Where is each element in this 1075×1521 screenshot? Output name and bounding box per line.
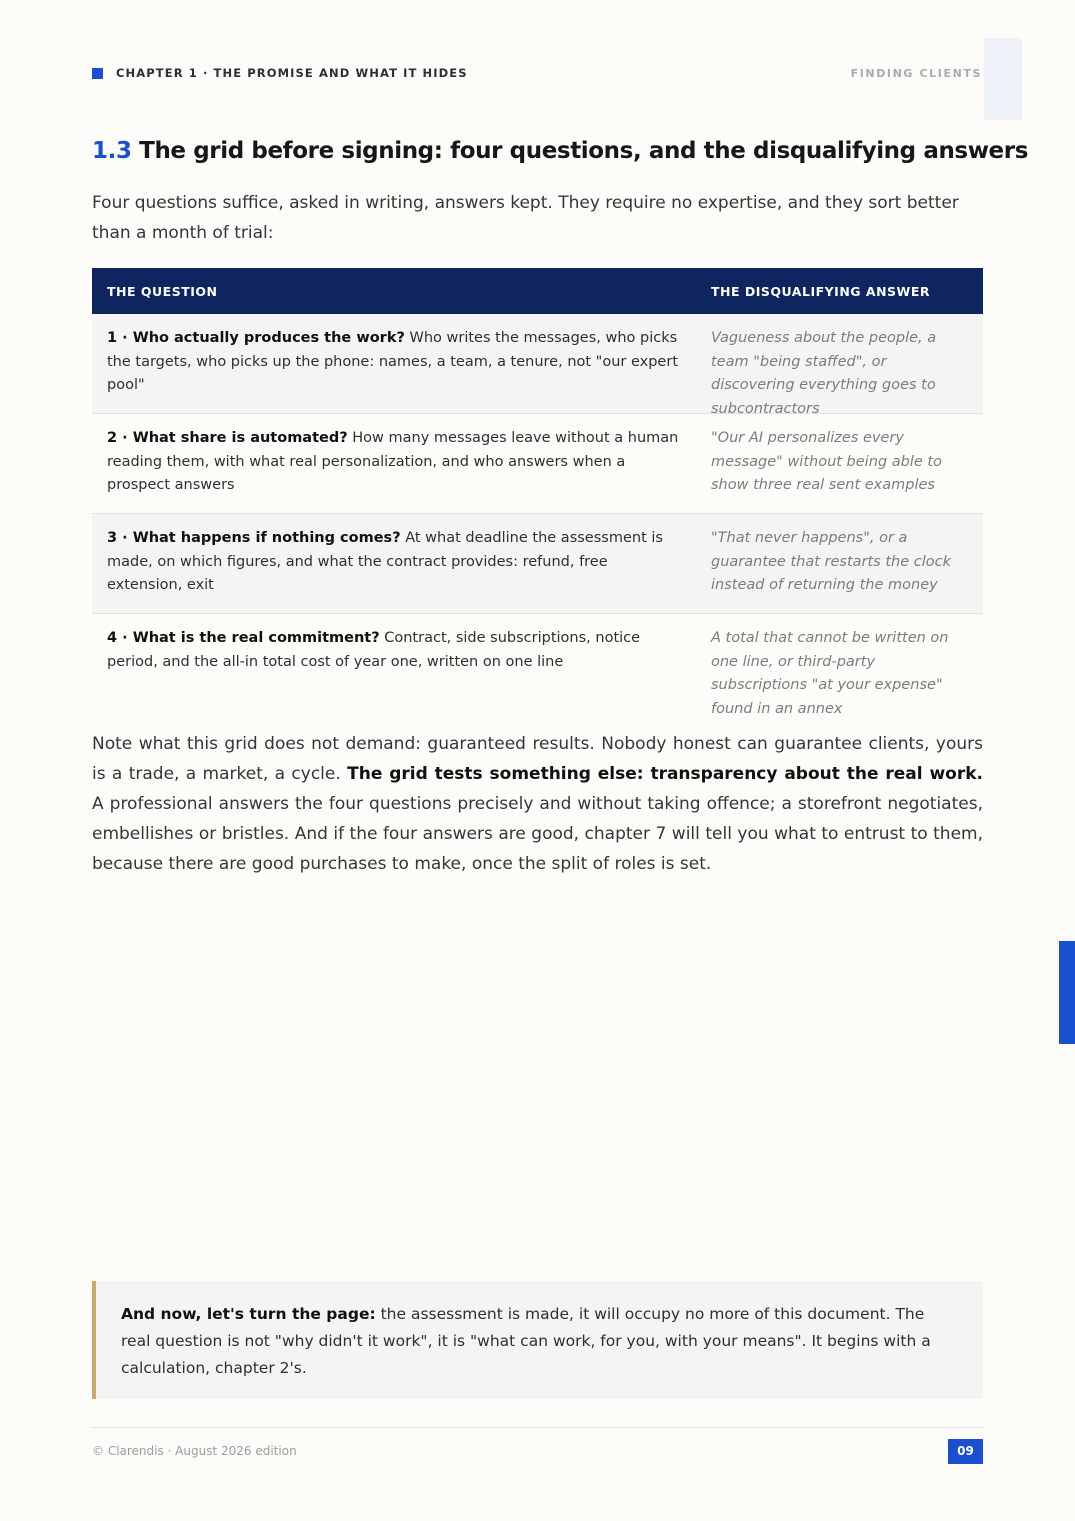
column-header-question: THE QUESTION — [107, 284, 218, 299]
footer-copyright: © Clarendis · August 2026 edition — [92, 1444, 297, 1458]
chapter-title: CHAPTER 1 · THE PROMISE AND WHAT IT HIDES — [116, 66, 468, 80]
callout-box — [92, 1281, 983, 1399]
table-row — [92, 514, 983, 614]
body-text: Note what this grid does not demand: guaranteed results. Nobody honest can guarantee clients, yours is a trade, a market, a cycle. — [92, 734, 983, 784]
section-number: 1.3 — [92, 138, 132, 164]
question-cell — [107, 627, 687, 674]
callout-lead: And now, let's turn the page: — [121, 1305, 376, 1323]
running-header: FINDING CLIENTS — [850, 67, 982, 80]
questions-table — [92, 268, 983, 717]
question-lead: 1 · Who actually produces the work? — [107, 330, 405, 346]
body-emphasis: The grid tests something else: transparency about the real work. — [347, 764, 983, 784]
answer-cell: "That never happens", or a guarantee that restarts the clock instead of returning the money — [711, 530, 951, 593]
answer-cell: A total that cannot be written on one line, or third-party subscriptions "at your expense" found in an annex — [711, 630, 949, 717]
body-text: A professional answers the four questions precisely and without taking offence; a storefront negotiates, embellishes or bristles. And if the four answers are good, chapter 7 will tell you what to entrust to them, because there are good purchases to make, once the split of roles is set. — [92, 794, 983, 874]
section-title: The grid before signing: four questions, and the disqualifying answers — [139, 138, 1028, 164]
column-header-answer: THE DISQUALIFYING ANSWER — [711, 284, 930, 299]
table-row — [92, 314, 983, 417]
chapter-number-decoration — [984, 38, 1022, 120]
question-text: Who writes the messages, who picks the targets, who picks up the phone: names, a team, a tenure, not "our expert pool" — [107, 330, 679, 393]
question-text: How many messages leave without a human reading them, with what real personalization, and who answers when a prospect answers — [107, 430, 679, 493]
question-lead: 4 · What is the real commitment? — [107, 630, 380, 646]
table-row — [92, 614, 983, 717]
question-cell — [107, 327, 687, 398]
intro-paragraph: Four questions suffice, asked in writing, answers kept. They require no expertise, and they sort better than a month of trial: — [92, 193, 959, 243]
answer-cell: Vagueness about the people, a team "being staffed", or discovering everything goes to subcontractors — [711, 330, 937, 417]
question-lead: 2 · What share is automated? — [107, 430, 348, 446]
table-header — [92, 268, 983, 314]
question-cell — [107, 427, 687, 498]
callout-text — [121, 1301, 951, 1382]
chapter-marker — [92, 68, 103, 79]
section-heading — [92, 138, 1028, 164]
question-text: Contract, side subscriptions, notice period, and the all-in total cost of year one, written on one line — [107, 630, 641, 670]
answer-cell: "Our AI personalizes every message" without being able to show three real sent examples — [711, 430, 942, 493]
question-lead: 3 · What happens if nothing comes? — [107, 530, 401, 546]
chapter-side-tab — [1059, 941, 1075, 1044]
body-paragraph — [92, 729, 983, 879]
footer-divider — [92, 1427, 983, 1428]
question-cell — [107, 527, 687, 598]
callout-body: the assessment is made, it will occupy no more of this document. The real question is not "why didn't it work", it is "what can work, for you, with your means". It begins with a calculation, chapter 2's. — [121, 1305, 931, 1377]
page-number: 09 — [948, 1439, 983, 1464]
table-row — [92, 414, 983, 514]
question-text: At what deadline the assessment is made, on which figures, and what the contract provides: refund, free extension, exit — [107, 530, 663, 593]
